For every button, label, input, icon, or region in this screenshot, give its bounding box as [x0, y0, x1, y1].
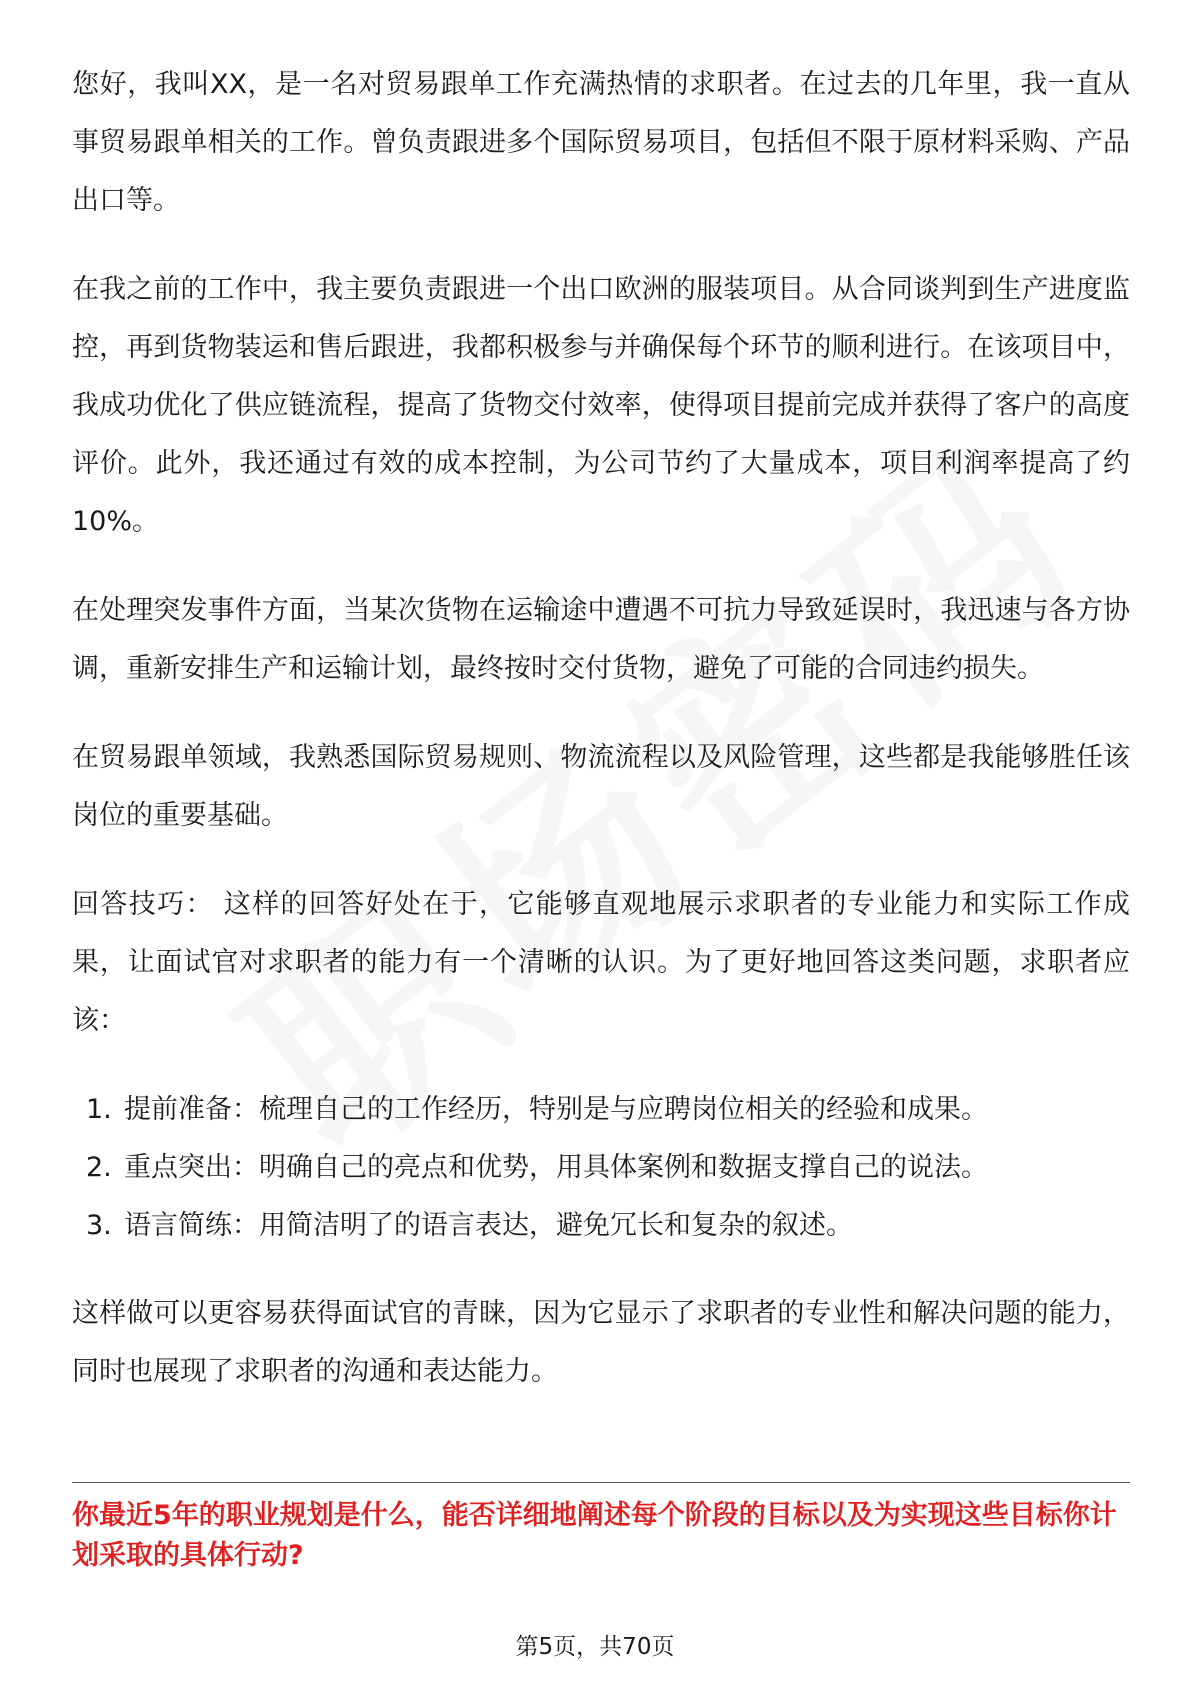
list-item-text: 语言简练：用简洁明了的语言表达，避免冗长和复杂的叙述。 — [124, 1210, 853, 1241]
answer-content — [72, 56, 1130, 1432]
paragraph-expertise: 在贸易跟单领域，我熟悉国际贸易规则、物流流程以及风险管理，这些都是我能够胜任该岗位的重要基础。 — [72, 742, 1130, 831]
page-number: 第5页，共70页 — [515, 1634, 675, 1660]
section-divider — [72, 1482, 1130, 1483]
paragraph-project: 在我之前的工作中，我主要负责跟进一个出口欧洲的服装项目。从合同谈判到生产进度监控，再到货物装运和售后跟进，我都积极参与并确保每个环节的顺利进行。在该项目中，我成功优化了供应链流程，提高了货物交付效率，使得项目提前完成并获得了客户的高度评价。此外，我还通过有效的成本控制，为公司节约了大量成本，项目利润率提高了约10%。 — [72, 274, 1130, 537]
list-item-number: 1. — [86, 1094, 112, 1125]
paragraph-conclusion: 这样做可以更容易获得面试官的青睐，因为它显示了求职者的专业性和解决问题的能力，同时也展现了求职者的沟通和表达能力。 — [72, 1298, 1130, 1387]
list-item-number: 2. — [86, 1152, 112, 1183]
tips-list — [72, 1081, 1130, 1255]
list-item-text: 重点突出：明确自己的亮点和优势，用具体案例和数据支撑自己的说法。 — [124, 1152, 988, 1183]
paragraph-emergency: 在处理突发事件方面，当某次货物在运输途中遭遇不可抗力导致延误时，我迅速与各方协调，重新安排生产和运输计划，最终按时交付货物，避免了可能的合同违约损失。 — [72, 595, 1130, 684]
list-item — [72, 1081, 1130, 1139]
answer-tips: 回答技巧： 这样的回答好处在于，它能够直观地展示求职者的专业能力和实际工作成果，让面试官对求职者的能力有一个清晰的认识。为了更好地回答这类问题，求职者应该： — [72, 889, 1130, 1036]
next-question-heading: 你最近5年的职业规划是什么，能否详细地阐述每个阶段的目标以及为实现这些目标你计划采取的具体行动? — [72, 1500, 1117, 1571]
paragraph-intro: 您好，我叫XX，是一名对贸易跟单工作充满热情的求职者。在过去的几年里，我一直从事贸易跟单相关的工作。曾负责跟进多个国际贸易项目，包括但不限于原材料采购、产品出口等。 — [72, 69, 1130, 216]
list-item-number: 3. — [86, 1210, 112, 1241]
list-item-text: 提前准备：梳理自己的工作经历，特别是与应聘岗位相关的经验和成果。 — [124, 1094, 988, 1125]
list-item — [72, 1139, 1130, 1197]
list-item — [72, 1197, 1130, 1255]
